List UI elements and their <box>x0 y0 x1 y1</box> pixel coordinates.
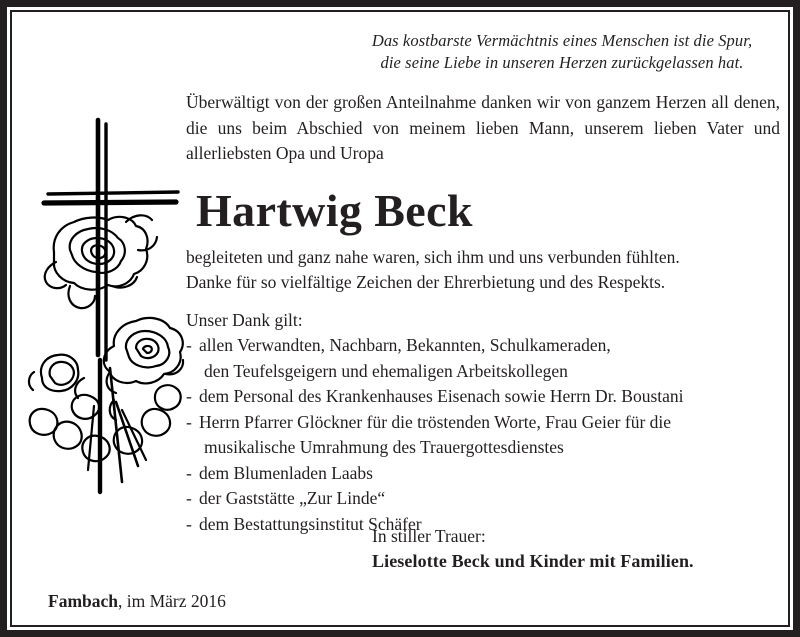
memorial-quote <box>342 30 782 74</box>
intro-paragraph: Überwältigt von der großen Anteilnahme danken wir von ganzem Herzen all denen, die uns beim Abschied von meinem lieben Mann, unserem lieben Vater und allerliebsten Opa und Uropa <box>186 92 780 163</box>
list-item <box>186 486 780 512</box>
list-dash: - <box>186 513 192 534</box>
list-item-line-1: dem Blumenladen Laabs <box>199 462 373 483</box>
main-text-column <box>186 90 780 537</box>
in-stiller-trauer-label: In stiller Trauer: <box>372 526 486 546</box>
list-item-line-2: den Teufelsgeigern und ehemaligen Arbeitskollegen <box>204 360 568 381</box>
list-item <box>186 333 780 384</box>
list-dash: - <box>186 462 192 483</box>
quote-line-1: Das kostbarste Vermächtnis eines Menschen ist die Spur, <box>371 31 753 50</box>
quote-line-2: die seine Liebe in unseren Herzen zurückgelassen hat. <box>380 53 744 72</box>
list-item-line-2: musikalische Umrahmung des Trauergottesdienstes <box>204 437 564 457</box>
list-item <box>186 461 780 487</box>
place-name: Fambach <box>48 591 118 611</box>
list-dash: - <box>186 411 192 432</box>
list-item-line-1: allen Verwandten, Nachbarn, Bekannten, Schulkameraden, <box>199 335 611 355</box>
deceased-name: Hartwig Beck <box>196 184 473 236</box>
list-item <box>186 384 780 410</box>
list-dash: - <box>186 386 192 406</box>
notice-date: , im März 2016 <box>118 591 226 611</box>
list-item-line-1: Herrn Pfarrer Glöckner für die tröstenden Worte, Frau Geier für die <box>199 411 672 432</box>
list-item-line-1: der Gaststätte „Zur Linde“ <box>199 488 386 508</box>
thanks-list <box>186 333 780 537</box>
place-and-date <box>48 589 226 613</box>
thanks-heading: Unser Dank gilt: <box>186 309 303 330</box>
notice-body <box>12 12 788 625</box>
after-name-line-2: Danke für so vielfältige Zeichen der Ehrerbietung und des Respekts. <box>186 272 666 292</box>
list-item-line-1: dem Bestattungsinstitut Schäfer <box>199 513 422 534</box>
list-item-line-1: dem Personal des Krankenhauses Eisenach sowie Herrn Dr. Boustani <box>199 386 684 406</box>
list-item <box>186 410 780 461</box>
after-name-paragraph <box>186 245 780 296</box>
closing-block <box>372 524 782 574</box>
cross-with-roses-icon <box>26 110 198 500</box>
mourners-names: Lieselotte Beck und Kinder mit Familien. <box>372 551 694 571</box>
list-dash: - <box>186 335 192 355</box>
list-dash: - <box>186 488 192 508</box>
after-name-line-1: begleiteten und ganz nahe waren, sich ihm und uns verbunden fühlten. <box>186 246 680 267</box>
